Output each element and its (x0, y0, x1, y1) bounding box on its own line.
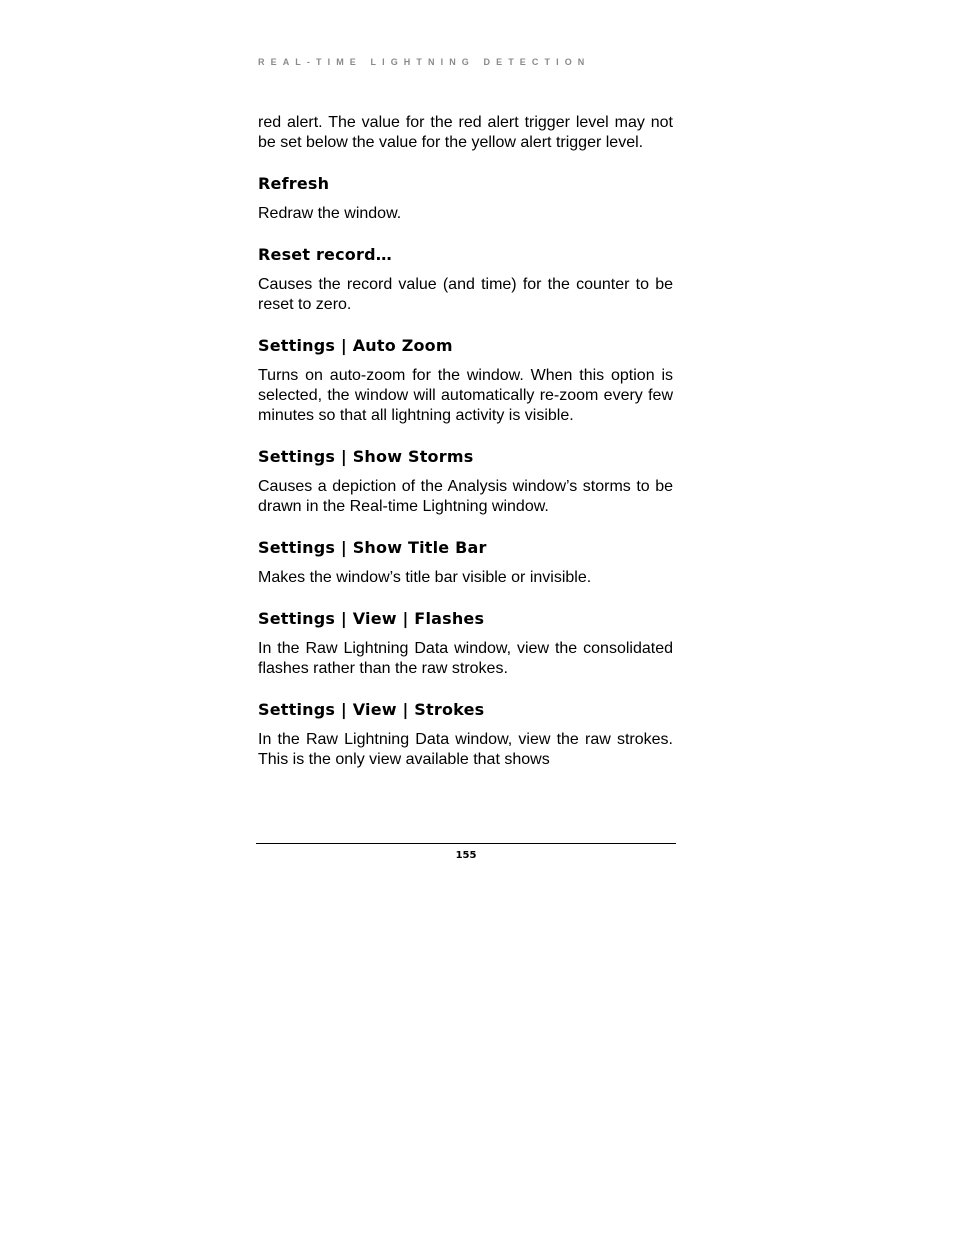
section-view-strokes (258, 700, 673, 770)
section-auto-zoom (258, 336, 673, 426)
footer-divider (256, 843, 676, 844)
section-body: In the Raw Lightning Data window, view the raw strokes. This is the only view available that shows (258, 731, 673, 768)
section-heading: Reset record… (258, 245, 392, 264)
page-content (258, 113, 673, 770)
section-reset-record (258, 245, 673, 315)
section-refresh (258, 174, 673, 224)
running-header: REAL-TIME LIGHTNING DETECTION (258, 57, 591, 67)
section-heading: Settings | Show Storms (258, 447, 474, 466)
section-body: In the Raw Lightning Data window, view the consolidated flashes rather than the raw strokes. (258, 640, 673, 677)
section-heading: Settings | Show Title Bar (258, 538, 487, 557)
section-body: Redraw the window. (258, 205, 402, 222)
section-heading: Settings | Auto Zoom (258, 336, 453, 355)
section-body: Causes a depiction of the Analysis window’s storms to be drawn in the Real-time Lightning window. (258, 478, 673, 515)
section-body: Turns on auto-zoom for the window. When this option is selected, the window will automatically re-zoom every few minutes so that all lightning activity is visible. (258, 367, 673, 424)
section-body: Makes the window’s title bar visible or invisible. (258, 569, 592, 586)
section-body: Causes the record value (and time) for the counter to be reset to zero. (258, 276, 673, 313)
section-show-title-bar (258, 538, 673, 588)
intro-paragraph: red alert. The value for the red alert trigger level may not be set below the value for the yellow alert trigger level. (258, 114, 673, 151)
section-heading: Settings | View | Flashes (258, 609, 485, 628)
section-heading: Refresh (258, 174, 330, 193)
section-heading: Settings | View | Strokes (258, 700, 485, 719)
section-view-flashes (258, 609, 673, 679)
page-number: 155 (455, 850, 477, 861)
section-show-storms (258, 447, 673, 517)
